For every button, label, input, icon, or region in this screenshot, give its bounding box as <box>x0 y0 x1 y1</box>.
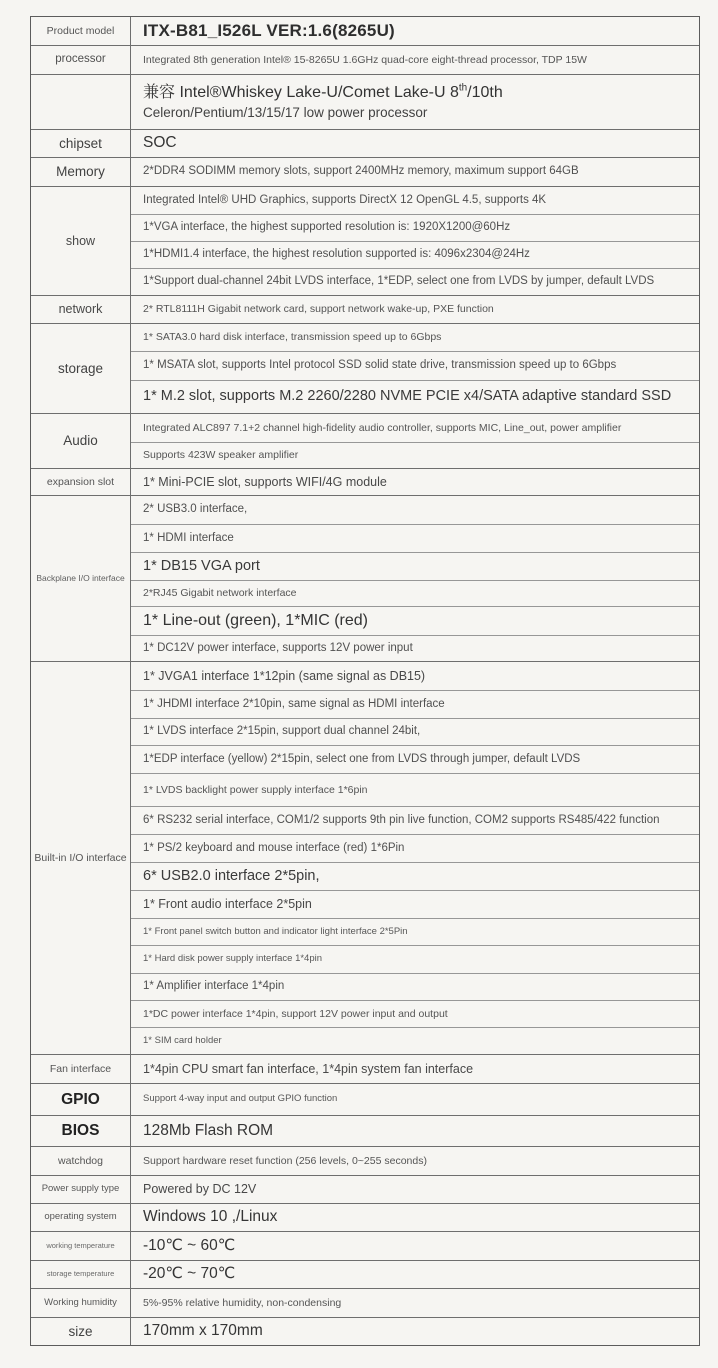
spec-values <box>131 414 699 468</box>
spec-value-text: -20℃ ~ 70℃ <box>143 1265 236 1283</box>
spec-values <box>131 296 699 323</box>
spec-value-cell <box>131 834 699 862</box>
spec-row-backplane-i-o-interface <box>31 495 699 661</box>
spec-value-text: 1* MSATA slot, supports Intel protocol SSD solid state drive, transmission speed up to 6Gbps <box>143 359 617 372</box>
spec-value-cell <box>131 718 699 745</box>
spec-label-show: show <box>31 187 131 295</box>
spec-values <box>131 662 699 1054</box>
spec-value-cell <box>131 945 699 973</box>
spec-value-text: 2* RTL8111H Gigabit network card, support network wake-up, PXE function <box>143 303 494 316</box>
spec-value-cell <box>131 1000 699 1027</box>
spec-value-text: 1* Line-out (green), 1*MIC (red) <box>143 612 368 630</box>
spec-values <box>131 1084 699 1115</box>
spec-label-storage: storage <box>31 324 131 413</box>
spec-value-cell <box>131 214 699 241</box>
spec-label-processor: processor <box>31 46 131 74</box>
spec-row-audio <box>31 413 699 468</box>
spec-values <box>131 187 699 295</box>
spec-values <box>131 1055 699 1083</box>
spec-value-text: 1*DC power interface 1*4pin, support 12V power input and output <box>143 1007 448 1020</box>
spec-label-watchdog: watchdog <box>31 1147 131 1175</box>
spec-values <box>131 1204 699 1231</box>
spec-value-cell <box>131 1055 699 1083</box>
spec-value-text: 128Mb Flash ROM <box>143 1121 274 1139</box>
spec-value-text: 1* LVDS interface 2*15pin, support dual channel 24bit, <box>143 725 421 738</box>
spec-values <box>131 1176 699 1203</box>
spec-value-cell <box>131 552 699 580</box>
spec-label-size: size <box>31 1318 131 1345</box>
spec-value-text: 1* Amplifier interface 1*4pin <box>143 980 285 993</box>
spec-value-cell <box>131 414 699 442</box>
spec-label-working-temperature: working temperature <box>31 1232 131 1260</box>
spec-row-bios <box>31 1115 699 1146</box>
spec-value-cell <box>131 158 699 186</box>
spec-values <box>131 1232 699 1260</box>
spec-value-cell <box>131 690 699 718</box>
spec-row-chipset <box>31 129 699 157</box>
spec-values <box>131 158 699 186</box>
spec-label-network: network <box>31 296 131 323</box>
spec-label-expansion-slot: expansion slot <box>31 469 131 495</box>
spec-text-segment: Celeron/Pentium/13/15/17 low power processor <box>143 104 428 120</box>
spec-value-text: 1* Front audio interface 2*5pin <box>143 897 312 912</box>
spec-row-expansion-slot <box>31 468 699 495</box>
spec-row-show <box>31 186 699 295</box>
spec-value-text: Integrated 8th generation Intel® 15-8265U 1.6GHz quad-core eight-thread processor, TDP 15W <box>143 53 587 66</box>
spec-value-cell <box>131 524 699 552</box>
spec-label-backplane-i-o-interface: Backplane I/O interface <box>31 496 131 661</box>
spec-value-text: 1* Front panel switch button and indicator light interface 2*5Pin <box>143 925 408 937</box>
spec-value-text: 1* JVGA1 interface 1*12pin (same signal as DB15) <box>143 668 426 683</box>
spec-value-cell <box>131 1204 699 1231</box>
spec-values <box>131 324 699 413</box>
spec-label-audio: Audio <box>31 414 131 468</box>
spec-value-text: 1* Mini-PCIE slot, supports WIFI/4G module <box>143 474 387 489</box>
spec-row-size <box>31 1317 699 1345</box>
spec-value-cell <box>131 862 699 890</box>
spec-label-product-model: Product model <box>31 17 131 45</box>
spec-value-cell <box>131 1289 699 1317</box>
spec-value-cell <box>131 1232 699 1260</box>
spec-value-text: 1* HDMI interface <box>143 531 234 544</box>
spec-row-watchdog <box>31 1146 699 1175</box>
spec-row-processor <box>31 45 699 74</box>
spec-value-cell <box>131 442 699 468</box>
spec-value-cell <box>131 75 699 129</box>
spec-label-compat <box>31 75 131 129</box>
spec-values <box>131 496 699 661</box>
spec-value-text: 1* JHDMI interface 2*10pin, same signal as HDMI interface <box>143 697 445 710</box>
spec-value-text: 5%-95% relative humidity, non-condensing <box>143 1296 342 1309</box>
spec-label-operating-system: operating system <box>31 1204 131 1231</box>
spec-value-cell <box>131 918 699 945</box>
spec-value-text: 170mm x 170mm <box>143 1322 263 1340</box>
spec-row-network <box>31 295 699 323</box>
spec-value-text: ITX-B81_I526L VER:1.6(8265U) <box>143 20 395 40</box>
spec-value-cell <box>131 268 699 295</box>
spec-value-cell <box>131 1261 699 1288</box>
spec-value-text: Support hardware reset function (256 levels, 0~255 seconds) <box>143 1154 427 1167</box>
spec-label-memory: Memory <box>31 158 131 186</box>
spec-value-cell <box>131 606 699 635</box>
spec-value-cell <box>131 806 699 834</box>
spec-value-text: 2*RJ45 Gigabit network interface <box>143 587 297 600</box>
spec-row-working-humidity <box>31 1288 699 1317</box>
spec-value-text: 1* Hard disk power supply interface 1*4pin <box>143 953 323 965</box>
spec-row-storage-temperature <box>31 1260 699 1288</box>
spec-text-segment: 兼容 Intel®Whiskey Lake-U/Comet Lake-U 8 <box>143 84 459 102</box>
spec-value-cell <box>131 241 699 268</box>
spec-row-memory <box>31 157 699 186</box>
spec-row-gpio <box>31 1083 699 1115</box>
spec-label-working-humidity: Working humidity <box>31 1289 131 1317</box>
spec-value-line <box>143 104 691 122</box>
spec-value-cell <box>131 187 699 214</box>
spec-value-text: 2*DDR4 SODIMM memory slots, support 2400MHz memory, maximum support 64GB <box>143 165 579 178</box>
spec-values <box>131 1116 699 1146</box>
spec-values <box>131 1289 699 1317</box>
spec-value-cell <box>131 324 699 351</box>
spec-label-built-in-i-o-interface: Built-in I/O interface <box>31 662 131 1054</box>
spec-value-text: 1*4pin CPU smart fan interface, 1*4pin system fan interface <box>143 1061 474 1076</box>
spec-value-text: 1* DB15 VGA port <box>143 557 260 574</box>
spec-value-text: 1* M.2 slot, supports M.2 2260/2280 NVME PCIE x4/SATA adaptive standard SSD <box>143 388 672 405</box>
spec-value-cell <box>131 635 699 661</box>
spec-value-text: Integrated ALC897 7.1+2 channel high-fidelity audio controller, supports MIC, Line_out, power amplifier <box>143 421 622 434</box>
spec-value-cell <box>131 1084 699 1115</box>
spec-row-product-model <box>31 17 699 45</box>
spec-value-text: 1* DC12V power interface, supports 12V power input <box>143 641 413 654</box>
spec-value-cell <box>131 662 699 690</box>
spec-row-power-supply-type <box>31 1175 699 1203</box>
spec-value-text: 1* SATA3.0 hard disk interface, transmission speed up to 6Gbps <box>143 331 442 344</box>
spec-value-cell <box>131 130 699 157</box>
spec-row-compat <box>31 74 699 129</box>
spec-values <box>131 17 699 45</box>
spec-row-operating-system <box>31 1203 699 1231</box>
spec-value-cell <box>131 580 699 606</box>
spec-value-cell <box>131 745 699 773</box>
spec-value-text: -10℃ ~ 60℃ <box>143 1236 236 1254</box>
spec-values <box>131 1261 699 1288</box>
spec-text-segment: /10th <box>467 84 503 102</box>
spec-row-working-temperature <box>31 1231 699 1260</box>
spec-row-fan-interface <box>31 1054 699 1083</box>
spec-value-cell <box>131 46 699 74</box>
spec-label-power-supply-type: Power supply type <box>31 1176 131 1203</box>
spec-value-cell <box>131 296 699 323</box>
spec-value-text: 6* RS232 serial interface, COM1/2 supports 9th pin live function, COM2 supports RS485/422 function <box>143 813 660 826</box>
spec-values <box>131 469 699 495</box>
spec-values <box>131 75 699 129</box>
spec-label-storage-temperature: storage temperature <box>31 1261 131 1288</box>
spec-values <box>131 1147 699 1175</box>
spec-label-gpio: GPIO <box>31 1084 131 1115</box>
spec-value-cell <box>131 496 699 524</box>
spec-value-text: 2* USB3.0 interface, <box>143 503 248 516</box>
spec-value-text: 1*EDP interface (yellow) 2*15pin, select one from LVDS through jumper, default LVDS <box>143 752 581 765</box>
spec-text-segment: th <box>458 82 468 94</box>
spec-value-text: 1*HDMI1.4 interface, the highest resolution supported is: 4096x2304@24Hz <box>143 248 530 261</box>
spec-values <box>131 46 699 74</box>
spec-value-text: 1*Support dual-channel 24bit LVDS interface, 1*EDP, select one from LVDS by jumper, default LVDS <box>143 275 655 288</box>
spec-value-text: 1* SIM card holder <box>143 1034 222 1046</box>
spec-value-cell <box>131 469 699 495</box>
spec-value-cell <box>131 1116 699 1146</box>
spec-value-text: 1*VGA interface, the highest supported resolution is: 1920X1200@60Hz <box>143 221 511 234</box>
spec-value-cell <box>131 380 699 413</box>
spec-value-text: Powered by DC 12V <box>143 1182 257 1197</box>
spec-row-storage <box>31 323 699 413</box>
spec-value-cell <box>131 890 699 918</box>
spec-table <box>30 16 700 1346</box>
spec-value-text: 1* PS/2 keyboard and mouse interface (red) 1*6Pin <box>143 841 405 854</box>
spec-value-cell <box>131 973 699 1000</box>
spec-value-text: Integrated Intel® UHD Graphics, supports DirectX 12 OpenGL 4.5, supports 4K <box>143 193 547 206</box>
spec-value-cell <box>131 1027 699 1054</box>
spec-label-chipset: chipset <box>31 130 131 157</box>
spec-value-text: Windows 10 ,/Linux <box>143 1208 278 1226</box>
spec-value-text: SOC <box>143 134 177 152</box>
spec-value-cell <box>131 17 699 45</box>
spec-value-text: Supports 423W speaker amplifier <box>143 449 299 462</box>
spec-value-text: 6* USB2.0 interface 2*5pin, <box>143 867 320 884</box>
spec-value-cell <box>131 1318 699 1345</box>
spec-value-line <box>143 82 691 104</box>
spec-value-cell <box>131 351 699 380</box>
spec-label-bios: BIOS <box>31 1116 131 1146</box>
spec-values <box>131 130 699 157</box>
spec-value-text: 1* LVDS backlight power supply interface 1*6pin <box>143 783 368 796</box>
spec-label-fan-interface: Fan interface <box>31 1055 131 1083</box>
spec-row-built-in-i-o-interface <box>31 661 699 1054</box>
spec-value-cell <box>131 1147 699 1175</box>
spec-value-cell <box>131 1176 699 1203</box>
spec-value-cell <box>131 773 699 806</box>
spec-value-text: Support 4-way input and output GPIO function <box>143 1093 338 1105</box>
spec-values <box>131 1318 699 1345</box>
